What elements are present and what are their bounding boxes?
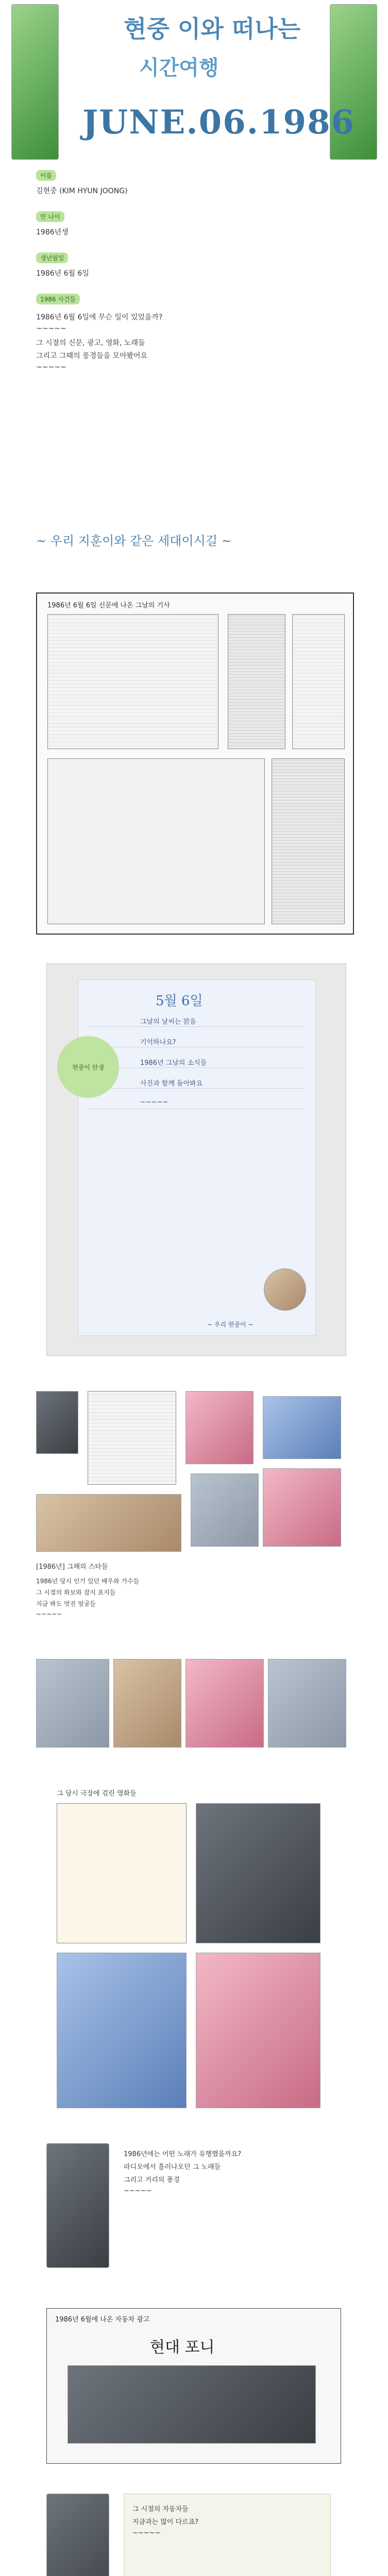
- text-block-2-note: [124, 2494, 331, 2576]
- memo-bubble: 현중이 탄생: [57, 1036, 119, 1098]
- newspaper-1-heading: 1986년 6월 6일 신문에 나온 그날의 기사: [47, 602, 170, 609]
- memo-note: [78, 979, 316, 1336]
- movies: [57, 1788, 335, 2117]
- intro-line: 1986년생: [36, 228, 69, 236]
- intro-label-birthday: 생년월일: [36, 252, 68, 263]
- text-block-2-line: 그 시절의 자동차들: [132, 2505, 189, 2513]
- movies-heading: 그 당시 극장에 걸린 영화들: [57, 1790, 137, 1798]
- memo-line: 그날의 날씨는 맑음: [140, 1018, 196, 1026]
- collage-portrait: [36, 1659, 109, 1748]
- intro-label-events: 1986 사건들: [36, 294, 80, 304]
- text-block-2-line: 지금과는 많이 다르죠?: [132, 2518, 199, 2526]
- collage-photo: [185, 1391, 254, 1464]
- memo-card: [46, 963, 346, 1356]
- car-ad-brand: 현대 포니: [150, 2338, 215, 2357]
- text-block-1-line: 그리고 거리의 풍경: [124, 2176, 180, 2184]
- page-title-line3: JUNE.06.1986: [82, 103, 356, 142]
- movie-poster: [196, 1803, 320, 1943]
- collage-body-line: 지금 봐도 멋진 얼굴들: [36, 1600, 96, 1607]
- collage-portrait: [113, 1659, 181, 1748]
- memo-footer: ~ 우리 현중이 ~: [207, 1321, 254, 1328]
- collage-photo: [36, 1494, 181, 1552]
- intro-line: 그리고 그때의 풍경들을 모아봤어요: [36, 352, 148, 360]
- intro-line: ~~~~~: [36, 325, 66, 333]
- text-block-1: [46, 2138, 340, 2282]
- intro-label-age: 만 나이: [36, 211, 64, 222]
- intro-section: [36, 170, 352, 556]
- memo-photo: [264, 1268, 306, 1311]
- memo-line: 기억하나요?: [140, 1039, 176, 1046]
- text-block-1-line: 1986년에는 어떤 노래가 유행했을까요?: [124, 2150, 242, 2158]
- collage: [36, 1391, 352, 1762]
- newspaper-1-map: [47, 758, 265, 924]
- header-photo-left: [11, 4, 59, 160]
- intro-footer: ~ 우리 지훈이와 같은 세대이시길 ~: [36, 534, 232, 548]
- collage-caption: [1986년] 그해의 스타들: [36, 1563, 108, 1571]
- collage-body-line: 그 시절의 화보와 잡지 표지들: [36, 1589, 116, 1596]
- collage-photo: [191, 1473, 259, 1547]
- text-block-2-photo: [46, 2494, 109, 2576]
- memo-line: 1986년 그날의 소식들: [140, 1059, 207, 1067]
- collage-photo: [263, 1396, 341, 1459]
- text-block-1-photo: [46, 2143, 109, 2268]
- intro-line: 그 시절의 신문, 광고, 영화, 노래들: [36, 339, 145, 347]
- intro-line: ~~~~~: [36, 363, 66, 371]
- intro-line: 김현중 (KIM HYUN JOONG): [36, 187, 128, 195]
- newspaper-1-table: [47, 614, 218, 749]
- text-block-2-line: ~~~~~: [132, 2529, 161, 2537]
- text-block-1-line: ~~~~~: [124, 2187, 152, 2195]
- car-ad: [46, 2308, 341, 2464]
- intro-line: 1986년 6월 6일: [36, 269, 89, 278]
- car-ad-photo: [68, 2365, 316, 2444]
- memo-line: 사진과 함께 돌아봐요: [140, 1080, 203, 1088]
- collage-photo: [263, 1468, 341, 1547]
- text-block-1-line: 라디오에서 흘러나오던 그 노래들: [124, 2163, 221, 2171]
- page-title-line2: 시간여행: [139, 56, 219, 80]
- newspaper-1-column-b: [292, 614, 345, 749]
- header: [0, 0, 388, 170]
- memo-line: ~~~~~: [140, 1098, 168, 1106]
- movie-listing: [57, 1803, 187, 1943]
- memo-title: 5월 6일: [156, 993, 203, 1009]
- car-ad-heading: 1986년 6월에 나온 자동차 광고: [55, 2316, 150, 2324]
- collage-body-line: ~~~~~: [36, 1611, 62, 1618]
- movie-poster: [57, 1953, 187, 2108]
- text-block-2: [46, 2488, 340, 2576]
- intro-line: 1986년 6월 6일에 무슨 일이 있었을까?: [36, 313, 163, 321]
- collage-photo: [36, 1391, 78, 1454]
- intro-label-name: 이름: [36, 170, 56, 181]
- collage-portrait: [185, 1659, 264, 1748]
- newspaper-1-column-c: [272, 758, 345, 924]
- newspaper-1: [36, 592, 354, 935]
- collage-body-line: 1986년 당시 인기 있던 배우와 가수들: [36, 1578, 140, 1585]
- newspaper-1-column-a: [228, 614, 285, 749]
- collage-article: [88, 1391, 176, 1485]
- page-title-line1: 현중 이와 떠나는: [124, 15, 301, 43]
- collage-portrait: [268, 1659, 346, 1748]
- movie-poster: [196, 1953, 320, 2108]
